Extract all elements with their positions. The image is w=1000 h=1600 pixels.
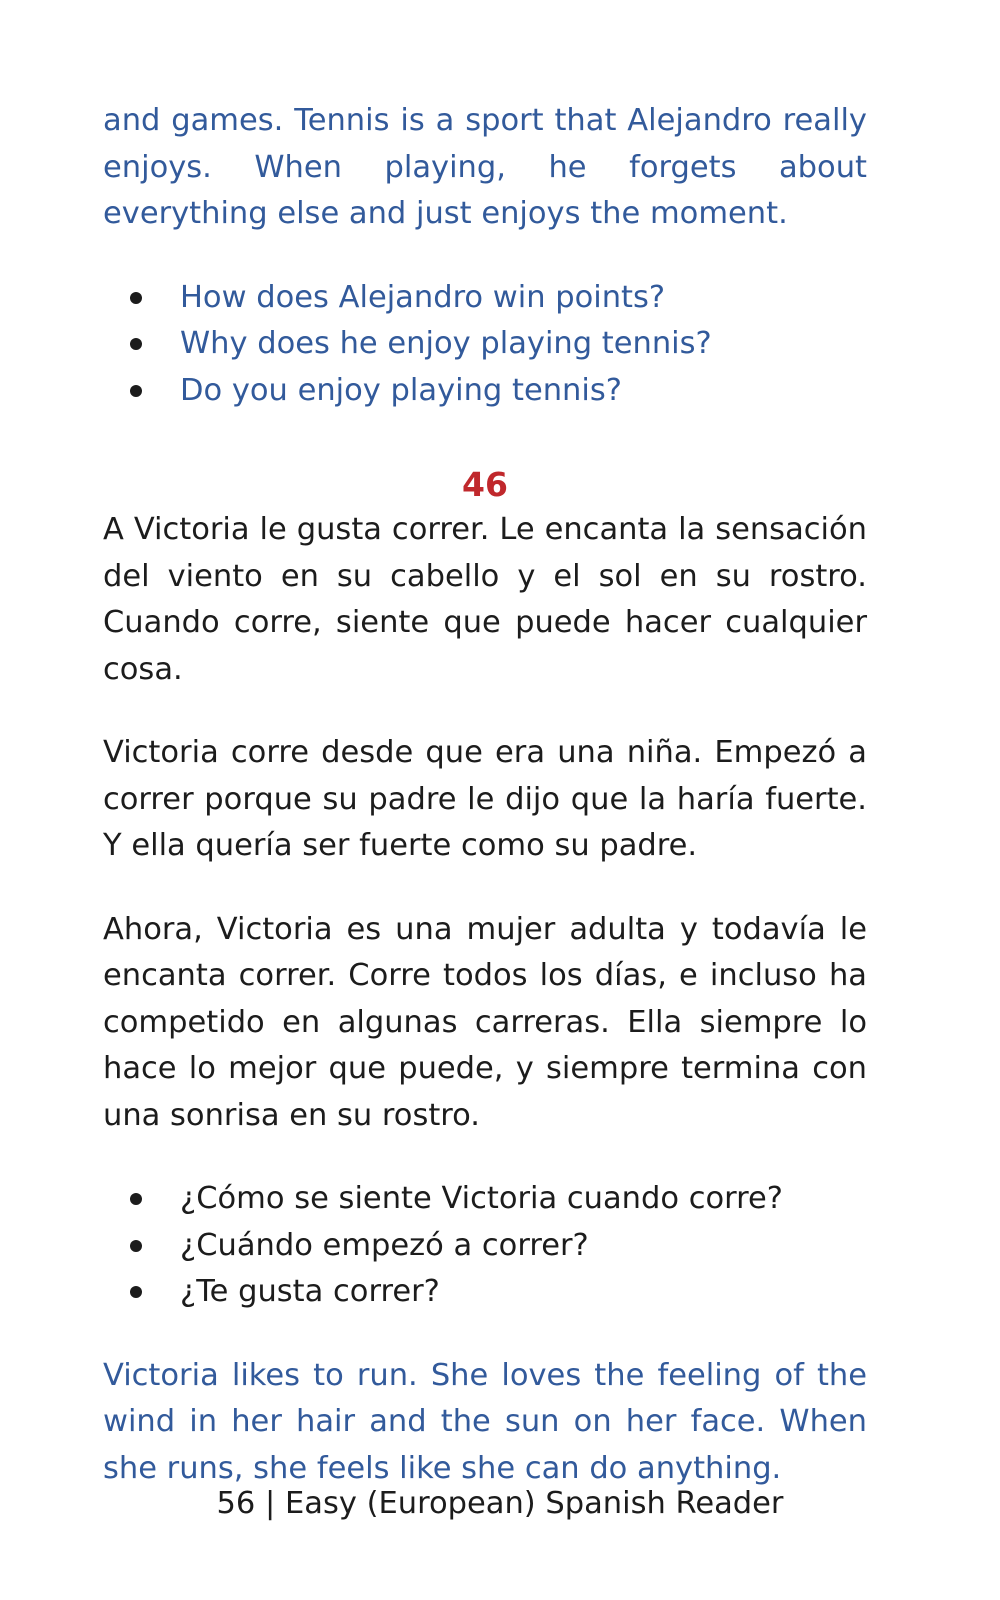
list-item xyxy=(103,368,867,415)
bullet-icon xyxy=(130,385,142,397)
list-item xyxy=(103,1269,867,1316)
list-item xyxy=(103,1176,867,1223)
story-number: 46 xyxy=(462,465,508,504)
bullet-icon xyxy=(130,1193,142,1205)
story-paragraph: A Victoria le gusta correr. Le encanta la sensación del viento en su cabello y el sol en su rostro. Cuando corre, siente que puede hacer cualquier cosa. xyxy=(103,512,867,687)
bullet-icon xyxy=(130,338,142,350)
question-text: Do you enjoy playing tennis? xyxy=(180,372,622,408)
question-text: ¿Cuándo empezó a correr? xyxy=(180,1227,589,1263)
previous-story-translation: and games. Tennis is a sport that Alejandro really enjoys. When playing, he forgets about everything else and just enjoys the moment. xyxy=(103,103,867,231)
list-item xyxy=(103,1223,867,1270)
question-text: ¿Cómo se siente Victoria cuando corre? xyxy=(180,1181,783,1216)
bullet-icon xyxy=(130,1240,142,1252)
bullet-icon xyxy=(130,292,142,304)
list-item xyxy=(103,321,867,368)
bullet-icon xyxy=(130,1286,142,1298)
question-text: ¿Te gusta correr? xyxy=(180,1274,440,1309)
list-item xyxy=(103,275,867,322)
story-paragraph: Victoria corre desde que era una niña. Empezó a correr porque su padre le dijo que la haría fuerte. Y ella quería ser fuerte como su padre. xyxy=(103,735,867,863)
story-questions xyxy=(103,1176,867,1316)
book-page xyxy=(103,98,867,1492)
previous-story-questions xyxy=(103,275,867,415)
page-footer: 56 | Easy (European) Spanish Reader xyxy=(216,1486,784,1521)
story-translation: Victoria likes to run. She loves the feeling of the wind in her hair and the sun on her face. When she runs, she feels like she can do anything. xyxy=(103,1357,867,1486)
question-text: How does Alejandro win points? xyxy=(180,279,666,315)
story-paragraph: Ahora, Victoria es una mujer adulta y todavía le encanta correr. Corre todos los días, e incluso ha competido en algunas carreras. Ella siempre lo hace lo mejor que puede, y siempre termina con una sonrisa en su rostro. xyxy=(103,911,867,1133)
question-text: Why does he enjoy playing tennis? xyxy=(180,326,712,361)
